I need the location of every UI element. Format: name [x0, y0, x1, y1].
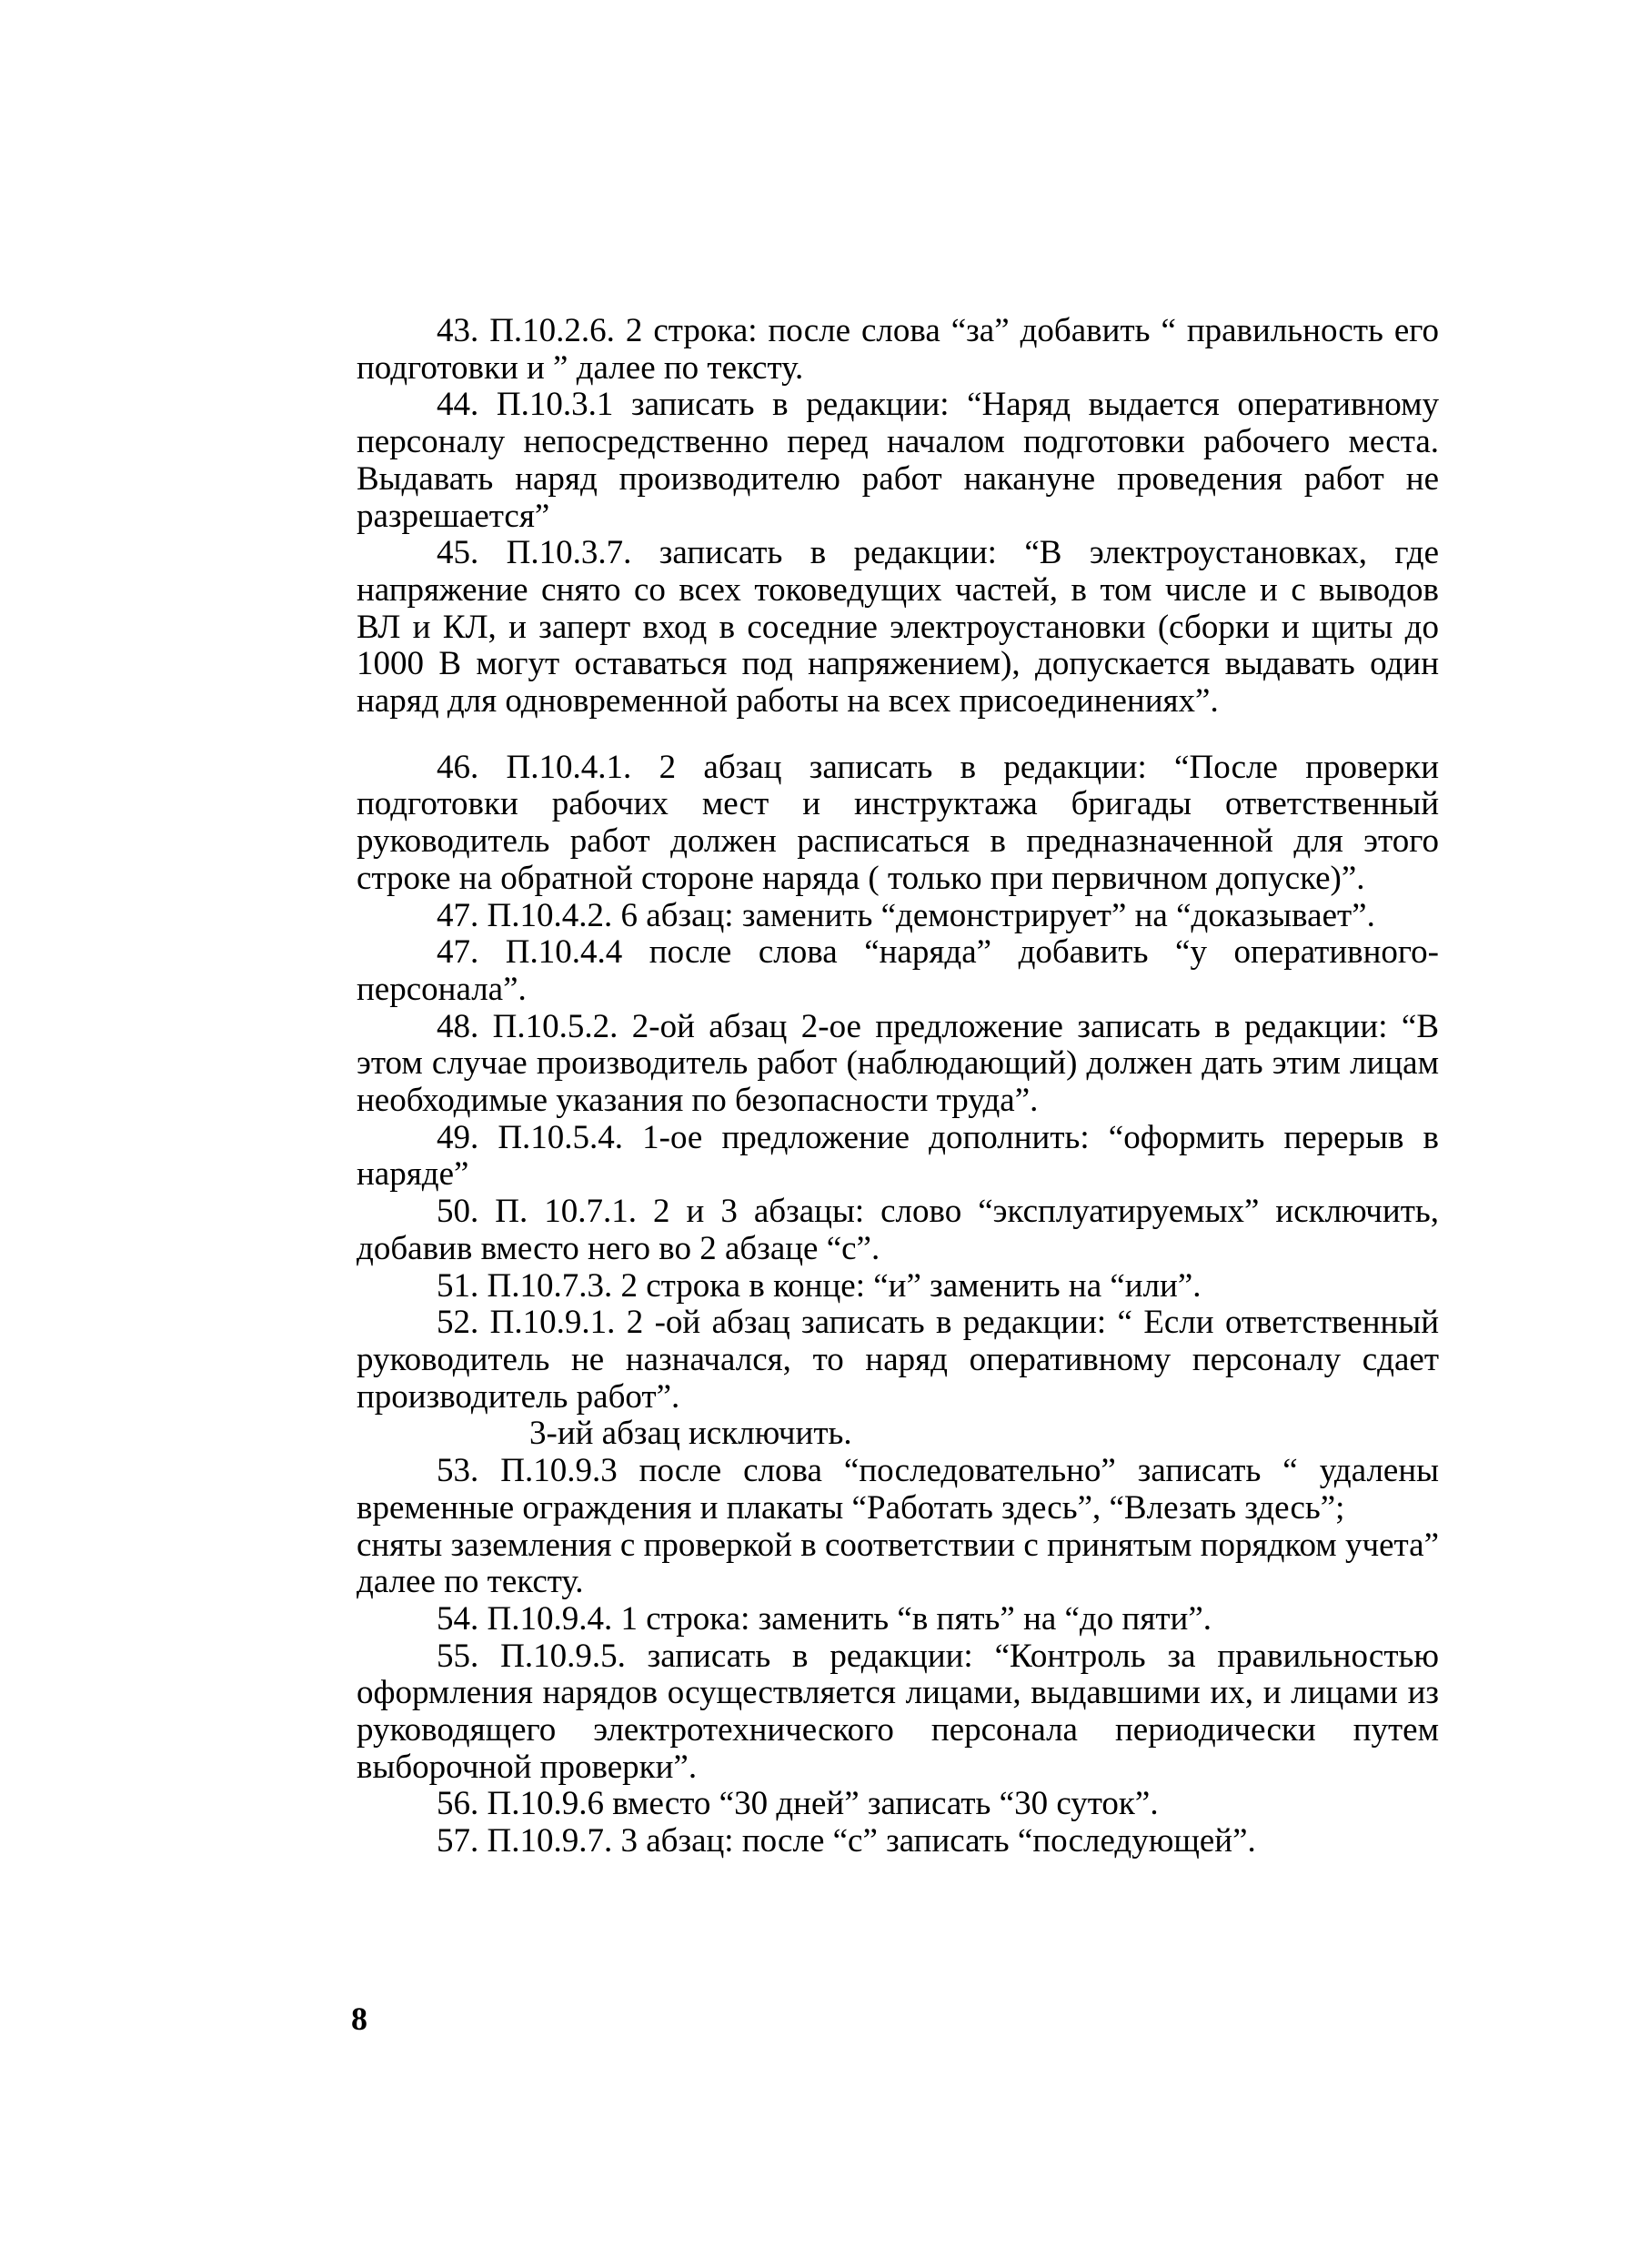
page-number: 8 [351, 2001, 367, 2037]
paragraph-45: 45. П.10.3.7. записать в редакции: “В электроустановках, где напряжение снято со всех токоведущих частей, в том числе и с выводов ВЛ и КЛ, и заперт вход в соседние электроустановки (сборки и щиты до 1000 В могут оставаться под напряжением), допускается выдавать один наряд для одновременной работы на всех присоединениях”. [357, 534, 1439, 721]
paragraph-48: 48. П.10.5.2. 2-ой абзац 2-ое предложение записать в редакции: “В этом случае производитель работ (наблюдающий) должен дать этим лицам необходимые указания по безопасности труда”. [357, 1007, 1439, 1120]
paragraph-49: 49. П.10.5.4. 1-ое предложение дополнить: “оформить перерыв в наряде” [357, 1118, 1439, 1194]
paragraph-52: 52. П.10.9.1. 2 -ой абзац записать в редакции: “ Если ответственный руководитель не назначался, то наряд оперативному персоналу сдает производитель работ”. [357, 1304, 1439, 1416]
paragraph-51: 51. П.10.7.3. 2 строка в конце: “и” заменить на “или”. [437, 1266, 1202, 1305]
paragraph-53: 53. П.10.9.3 после слова “последовательно” записать “ удалены временные ограждения и плакаты “Работать здесь”, “Влезать здесь”; [357, 1452, 1439, 1527]
paragraph-55: 55. П.10.9.5. записать в редакции: “Контроль за правильностью оформления нарядов осуществляется лицами, выдавшими их, и лицами из руководящего электротехнического персонала периодически путем выборочной проверки”. [357, 1637, 1439, 1786]
paragraph-57: 57. П.10.9.7. 3 абзац: после “с” записать “последующей”. [437, 1822, 1256, 1860]
paragraph-50: 50. П. 10.7.1. 2 и 3 абзацы: слово “эксплуатируемых” исключить, добавив вместо него во 2 абзаце “с”. [357, 1193, 1439, 1267]
paragraph-52-continuation: 3-ий абзац исключить. [529, 1415, 852, 1453]
paragraph-54: 54. П.10.9.4. 1 строка: заменить “в пять” на “до пяти”. [437, 1599, 1212, 1638]
paragraph-47b: 47. П.10.4.4 после слова “наряда” добавить “у оперативного-персонала”. [357, 933, 1439, 1008]
paragraph-53-continuation: сняты заземления с проверкой в соответствии с принятым порядком учета” далее по тексту. [357, 1526, 1439, 1601]
paragraph-56: 56. П.10.9.6 вместо “30 дней” записать “30 суток”. [437, 1785, 1159, 1823]
paragraph-47a: 47. П.10.4.2. 6 абзац: заменить “демонстрирует” на “доказывает”. [437, 896, 1375, 934]
paragraph-44: 44. П.10.3.1 записать в редакции: “Наряд выдается оперативному персоналу непосредственно перед началом подготовки рабочего места. Выдавать наряд производителю работ накануне проведения работ не разрешается” [357, 386, 1439, 535]
paragraph-43: 43. П.10.2.6. 2 строка: после слова “за” добавить “ правильность его подготовки и ” далее по тексту. [357, 312, 1439, 387]
paragraph-46: 46. П.10.4.1. 2 абзац записать в редакции: “После проверки подготовки рабочих мест и инструктажа бригады ответственный руководитель работ должен расписаться в предназначенной для этого строке на обратной стороне наряда ( только при первичном допуске)”. [357, 748, 1439, 897]
document-body [357, 313, 1439, 1860]
